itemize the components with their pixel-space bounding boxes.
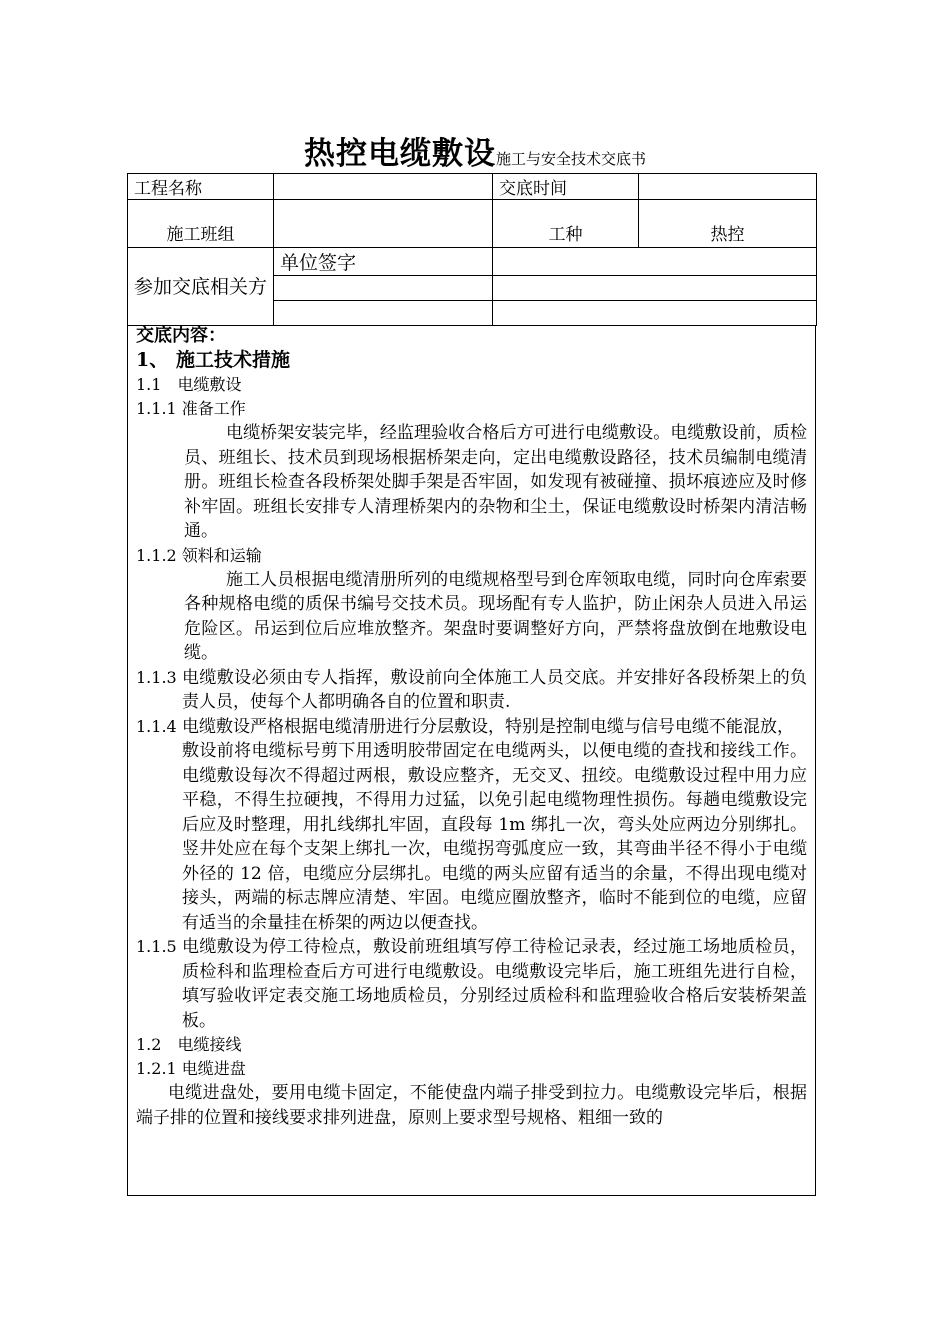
item-number: 1.1.4 — [136, 716, 177, 736]
title-suffix: 施工与安全技术交底书 — [495, 150, 646, 168]
document-title — [0, 128, 950, 173]
sign-cell[interactable] — [274, 276, 493, 301]
team-label: 施工班组 — [128, 200, 274, 248]
sign-cell[interactable] — [493, 248, 817, 276]
item-text: 电缆敷设严格根据电缆清册进行分层敷设，特别是控制电缆与信号电缆不能混放， — [182, 716, 794, 737]
item-text: 电缆敷设为停工待检点，敷设前班组填写停工待检记录表，经过施工场地质检员，质检科和监理检查后方可进行电缆敷设。电缆敷设完毕后，施工班组先进行自检，填写验收评定表交施工场地质检员，分别经过质检科和监理验收合格后安装桥架盖板。 — [182, 937, 807, 1031]
subsection-heading: 1.1 电缆敷设 — [136, 375, 242, 394]
project-name-value[interactable] — [274, 174, 493, 200]
title-main: 热控电缆敷设 — [303, 136, 496, 172]
table-row — [128, 248, 817, 276]
item-text: 电缆敷设必须由专人指挥，敷设前向全体施工人员交底。并安排好各段桥架上的负责人员，使每个人都明确各自的位置和职责. — [182, 667, 807, 712]
section-title: 施工技术措施 — [176, 349, 291, 371]
sign-cell[interactable] — [493, 276, 817, 301]
sign-cell[interactable] — [493, 301, 817, 326]
project-name-label: 工程名称 — [128, 174, 274, 200]
table-row — [128, 200, 817, 248]
team-value[interactable] — [274, 200, 493, 248]
content-heading: 交底内容： — [136, 325, 226, 346]
info-table — [127, 173, 817, 326]
parties-label: 参加交底相关方 — [128, 248, 274, 326]
paragraph: 电缆桥架安装完毕，经监理验收合格后方可进行电缆敷设。电缆敷设前，质检员、班组长、技术员到现场根据桥架走向，定出电缆敷设路径，技术员编制电缆清册。班组长检查各段桥架处脚手架是否牢固，如发现有被碰撞、损坏痕迹应及时修补牢固。班组长安排专人清理桥架内的杂物和尘土，保证电缆敷设时桥架内清洁畅通。 — [184, 423, 807, 541]
list-item — [136, 715, 807, 740]
item-number: 1.1.3 — [136, 667, 177, 687]
sign-cell[interactable] — [274, 301, 493, 326]
paragraph: 电缆进盘处，要用电缆卡固定，不能使盘内端子排受到拉力。电缆敷设完毕后，根据端子排的位置和接线要求排列进盘，原则上要求型号规格、粗细一致的 — [136, 1083, 807, 1128]
trade-value[interactable]: 热控 — [639, 200, 817, 248]
handover-time-value[interactable] — [639, 174, 817, 200]
handover-content — [127, 325, 816, 1196]
item-number: 1.1.5 — [136, 937, 177, 956]
subsection-heading: 1.1.2 领料和运输 — [136, 545, 262, 565]
subsection-heading: 1.2 电缆接线 — [136, 1035, 242, 1054]
list-item — [136, 935, 807, 1033]
paragraph: 敷设前将电缆标号剪下用透明胶带固定在电缆两头，以便电缆的查找和接线工作。电缆敷设每次不得超过两根，敷设应整齐，无交叉、扭绞。电缆敷设过程中用力应平稳，不得生拉硬拽，不得用力过猛，以免引起电缆物理性损伤。每趟电缆敷设完后应及时整理，用扎线绑扎牢固，直段每 1m 绑扎一次，弯头处应两边分别绑扎。竖井处应在每个支架上绑扎一次，电缆拐弯弧度应一致，其弯曲半径不得小于电缆外径的 12 倍，电缆应分层绑扎。电缆的两头应留有适当的余量，不得出现电缆对接头，两端的标志牌应清楚、牢固。电缆应圈放整齐，临时不能到位的电缆，应留有适当的余量挂在桥架的两边以便查找。 — [182, 741, 807, 933]
subsection-heading: 1.1.1 准备工作 — [136, 399, 246, 418]
trade-label: 工种 — [493, 200, 639, 248]
subsection-heading: 1.2.1 电缆进盘 — [136, 1059, 246, 1078]
section-heading — [136, 347, 807, 373]
list-item — [136, 666, 807, 715]
handover-time-label: 交底时间 — [493, 174, 639, 200]
unit-sign-label: 单位签字 — [274, 248, 493, 276]
table-row — [128, 174, 817, 200]
section-number: 1、 — [136, 349, 169, 371]
paragraph: 施工人员根据电缆清册所列的电缆规格型号到仓库领取电缆，同时向仓库索要各种规格电缆的质保书编号交技术员。现场配有专人监护，防止闲杂人员进入吊运危险区。吊运到位后应堆放整齐。架盘时要调整好方向，严禁将盘放倒在地敷设电缆。 — [184, 569, 807, 663]
